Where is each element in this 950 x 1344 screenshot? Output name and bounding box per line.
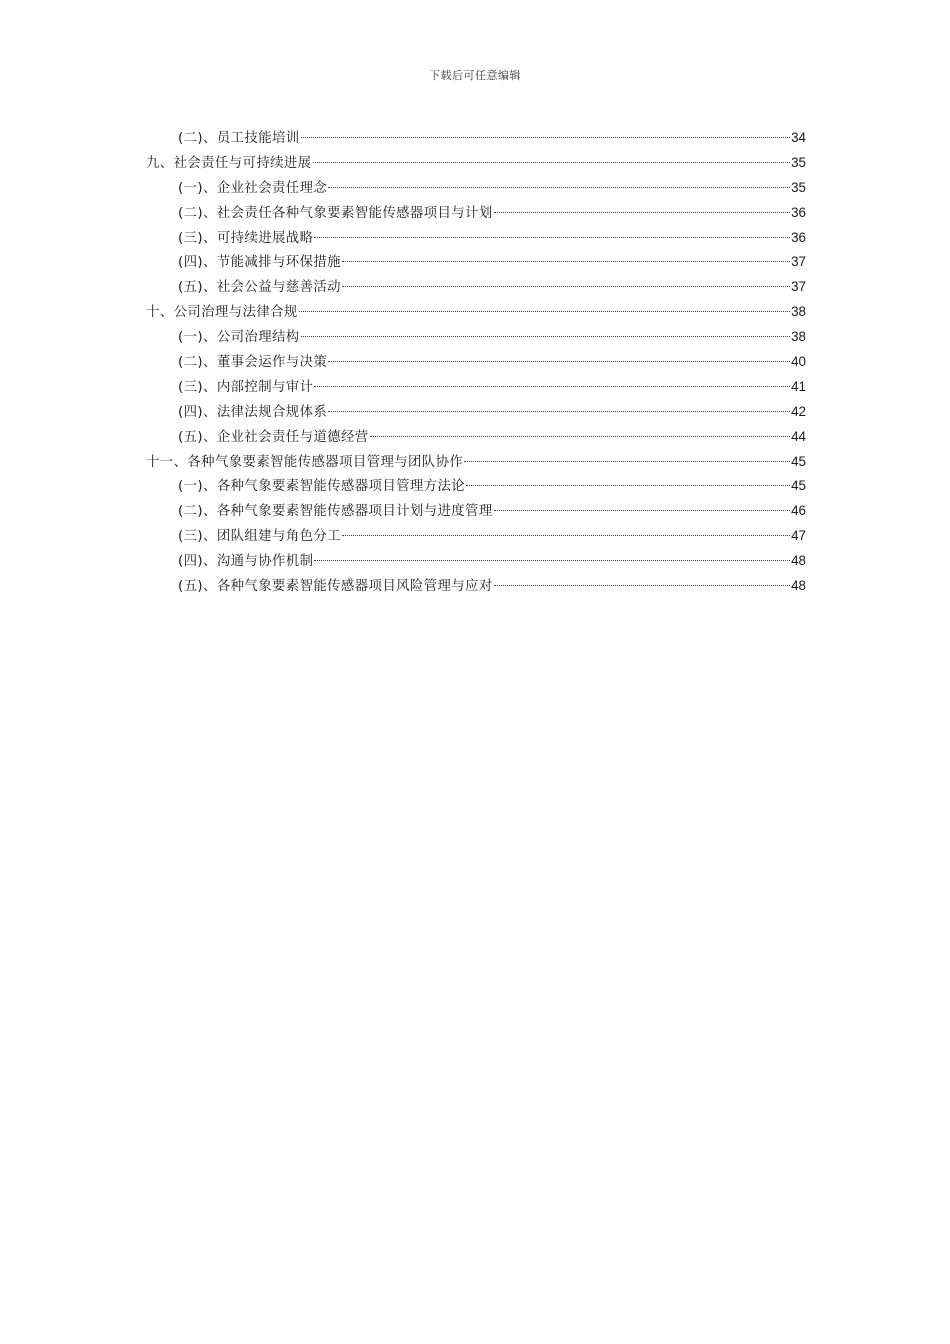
toc-page-number: 35 xyxy=(791,154,806,170)
toc-entry-title: (二)、各种气象要素智能传感器项目计划与进度管理 xyxy=(178,504,493,520)
toc-chapter-entry[interactable] xyxy=(146,450,806,475)
toc-dot-leader xyxy=(342,286,790,287)
toc-entry-title: (二)、董事会运作与决策 xyxy=(178,355,328,371)
toc-chapter-entry[interactable] xyxy=(146,151,806,176)
toc-page-number: 38 xyxy=(791,304,806,320)
toc-page-number: 41 xyxy=(791,378,806,394)
toc-dot-leader xyxy=(464,461,790,462)
toc-section-entry[interactable] xyxy=(146,549,806,574)
toc-entry-title: (三)、可持续进展战略 xyxy=(178,230,314,246)
toc-entry-title: (一)、企业社会责任理念 xyxy=(178,180,328,196)
toc-page-number: 35 xyxy=(791,179,806,195)
toc-page-number: 48 xyxy=(791,553,806,569)
toc-entry-title: 十、公司治理与法律合规 xyxy=(146,305,298,321)
toc-dot-leader xyxy=(494,510,790,511)
toc-section-entry[interactable] xyxy=(146,400,806,425)
toc-dot-leader xyxy=(328,187,790,188)
toc-entry-title: (四)、法律法规合规体系 xyxy=(178,404,328,420)
toc-entry-title: (三)、团队组建与角色分工 xyxy=(178,529,341,545)
toc-dot-leader xyxy=(342,261,790,262)
toc-chapter-entry[interactable] xyxy=(146,300,806,325)
toc-page-number: 47 xyxy=(791,528,806,544)
toc-page-number: 40 xyxy=(791,354,806,370)
toc-dot-leader xyxy=(314,560,790,561)
toc-section-entry[interactable] xyxy=(146,201,806,226)
toc-entry-title: (一)、各种气象要素智能传感器项目管理方法论 xyxy=(178,479,466,495)
toc-page-number: 36 xyxy=(791,229,806,245)
toc-entry-title: 九、社会责任与可持续进展 xyxy=(146,155,312,171)
toc-section-entry[interactable] xyxy=(146,574,806,599)
toc-section-entry[interactable] xyxy=(146,524,806,549)
toc-entry-title: (五)、企业社会责任与道德经营 xyxy=(178,429,369,445)
toc-section-entry[interactable] xyxy=(146,425,806,450)
toc-page-number: 44 xyxy=(791,428,806,444)
toc-page-number: 48 xyxy=(791,578,806,594)
toc-section-entry[interactable] xyxy=(146,275,806,300)
toc-entry-title: (四)、节能减排与环保措施 xyxy=(178,255,341,271)
toc-section-entry[interactable] xyxy=(146,350,806,375)
toc-page-number: 37 xyxy=(791,254,806,270)
toc-section-entry[interactable] xyxy=(146,499,806,524)
toc-dot-leader xyxy=(314,386,790,387)
toc-section-entry[interactable] xyxy=(146,325,806,350)
toc-dot-leader xyxy=(328,411,790,412)
toc-entry-title: (五)、各种气象要素智能传感器项目风险管理与应对 xyxy=(178,579,493,595)
toc-dot-leader xyxy=(494,585,790,586)
toc-entry-title: (二)、社会责任各种气象要素智能传感器项目与计划 xyxy=(178,205,493,221)
toc-section-entry[interactable] xyxy=(146,176,806,201)
toc-section-entry[interactable] xyxy=(146,126,806,151)
table-of-contents xyxy=(146,126,806,599)
toc-page-number: 34 xyxy=(791,130,806,145)
toc-dot-leader xyxy=(494,212,790,213)
toc-page-number: 37 xyxy=(791,279,806,295)
toc-dot-leader xyxy=(301,336,791,337)
toc-page-number: 38 xyxy=(791,329,806,345)
toc-entry-title: (三)、内部控制与审计 xyxy=(178,379,314,395)
toc-section-entry[interactable] xyxy=(146,250,806,275)
toc-entry-title: (五)、社会公益与慈善活动 xyxy=(178,280,341,296)
toc-page-number: 45 xyxy=(791,453,806,469)
toc-entry-title: (二)、员工技能培训 xyxy=(178,131,300,146)
toc-dot-leader xyxy=(370,436,791,437)
toc-dot-leader xyxy=(466,485,790,486)
toc-dot-leader xyxy=(342,535,790,536)
toc-entry-title: 十一、各种气象要素智能传感器项目管理与团队协作 xyxy=(146,454,464,470)
toc-section-entry[interactable] xyxy=(146,226,806,251)
toc-dot-leader xyxy=(313,162,791,163)
toc-page-number: 42 xyxy=(791,403,806,419)
toc-entry-title: (四)、沟通与协作机制 xyxy=(178,554,314,570)
toc-dot-leader xyxy=(328,361,790,362)
toc-section-entry[interactable] xyxy=(146,375,806,400)
toc-dot-leader xyxy=(314,237,790,238)
toc-dot-leader xyxy=(301,137,791,138)
toc-page-number: 36 xyxy=(791,204,806,220)
toc-dot-leader xyxy=(299,311,790,312)
toc-page-number: 46 xyxy=(791,503,806,519)
page-header: 下载后可任意编辑 xyxy=(429,69,521,82)
toc-section-entry[interactable] xyxy=(146,474,806,499)
toc-page-number: 45 xyxy=(791,478,806,494)
toc-entry-title: (一)、公司治理结构 xyxy=(178,330,300,346)
